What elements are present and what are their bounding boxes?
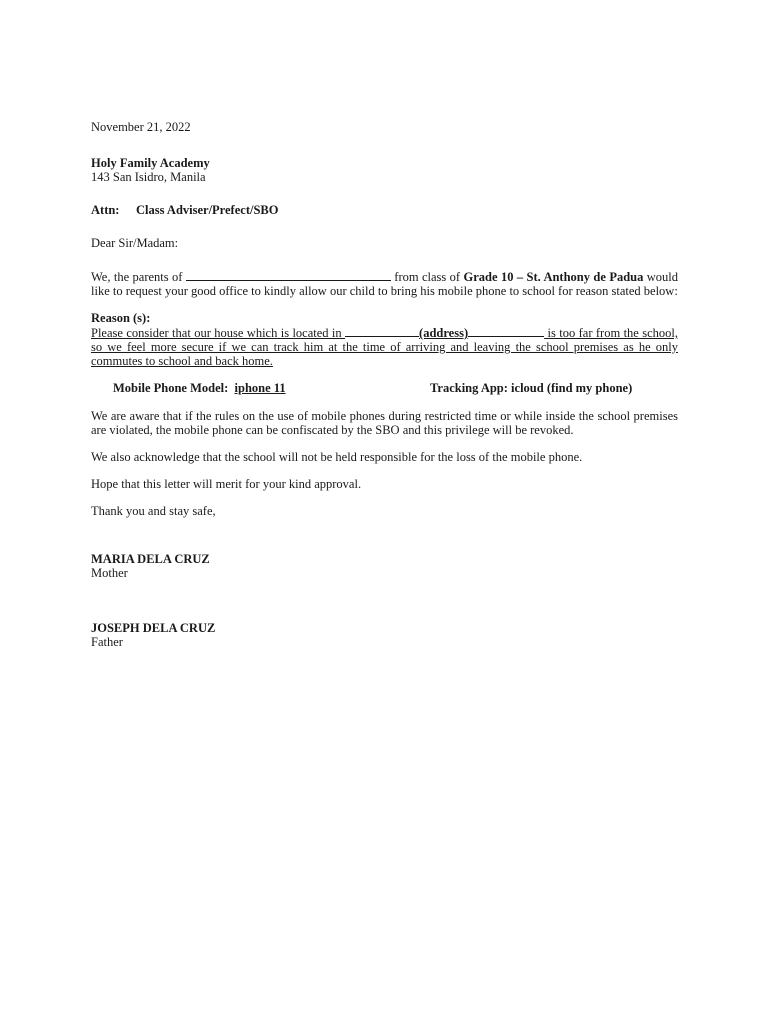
recipient-block <box>91 156 678 184</box>
tracking-app-value: icloud (find my phone) <box>511 381 633 395</box>
signatory-name: MARIA DELA CRUZ <box>91 552 210 566</box>
phone-details-row <box>91 381 678 395</box>
reason-label: Reason (s): <box>91 311 151 325</box>
reason-paragraph <box>91 325 678 368</box>
reason-text-2: is too far from the school, so we feel more secure if we can track him at the time of arriving and leaving the school premises as he only commutes to school and back home. <box>91 326 678 368</box>
address-blank-right <box>468 325 544 337</box>
phone-model <box>113 381 286 395</box>
child-name-blank <box>186 269 391 281</box>
intro-text-3: would like to request your good office to kindly allow our child to bring his mobile phone to school for reason stated below: <box>91 270 679 298</box>
tracking-app <box>430 381 632 395</box>
attention-line <box>91 203 678 217</box>
approval-paragraph: Hope that this letter will merit for your kind approval. <box>91 477 362 491</box>
intro-paragraph <box>91 269 678 298</box>
letter-page <box>91 120 678 649</box>
signature-mother <box>91 552 678 580</box>
recipient-name: Holy Family Academy <box>91 156 210 170</box>
salutation: Dear Sir/Madam: <box>91 236 179 250</box>
phone-model-value: iphone 11 <box>234 381 286 395</box>
reason-text-1: Please consider that our house which is located in <box>91 326 346 340</box>
attention-value: Class Adviser/Prefect/SBO <box>136 203 279 217</box>
grade-section: Grade 10 – St. Anthony de Padua <box>463 270 644 284</box>
intro-text-2: from class of <box>390 270 464 284</box>
signature-father <box>91 621 678 649</box>
address-blank-left <box>345 325 419 337</box>
signatory-role: Father <box>91 635 123 649</box>
signatory-role: Mother <box>91 566 128 580</box>
phone-model-label: Mobile Phone Model: <box>113 381 229 395</box>
letter-date: November 21, 2022 <box>91 120 191 134</box>
responsibility-paragraph: We also acknowledge that the school will not be held responsible for the loss of the mobile phone. <box>91 450 583 464</box>
signatory-name: JOSEPH DELA CRUZ <box>91 621 216 635</box>
tracking-app-label: Tracking App: <box>430 381 508 395</box>
address-placeholder: (address) <box>419 326 469 340</box>
closing-line: Thank you and stay safe, <box>91 504 216 518</box>
intro-text-1: We, the parents of <box>91 270 186 284</box>
rules-paragraph: We are aware that if the rules on the use of mobile phones during restricted time or while inside the school premises are violated, the mobile phone can be confiscated by the SBO and this privilege will be revoked. <box>91 409 678 437</box>
recipient-address: 143 San Isidro, Manila <box>91 170 206 184</box>
attention-label: Attn: <box>91 203 120 217</box>
